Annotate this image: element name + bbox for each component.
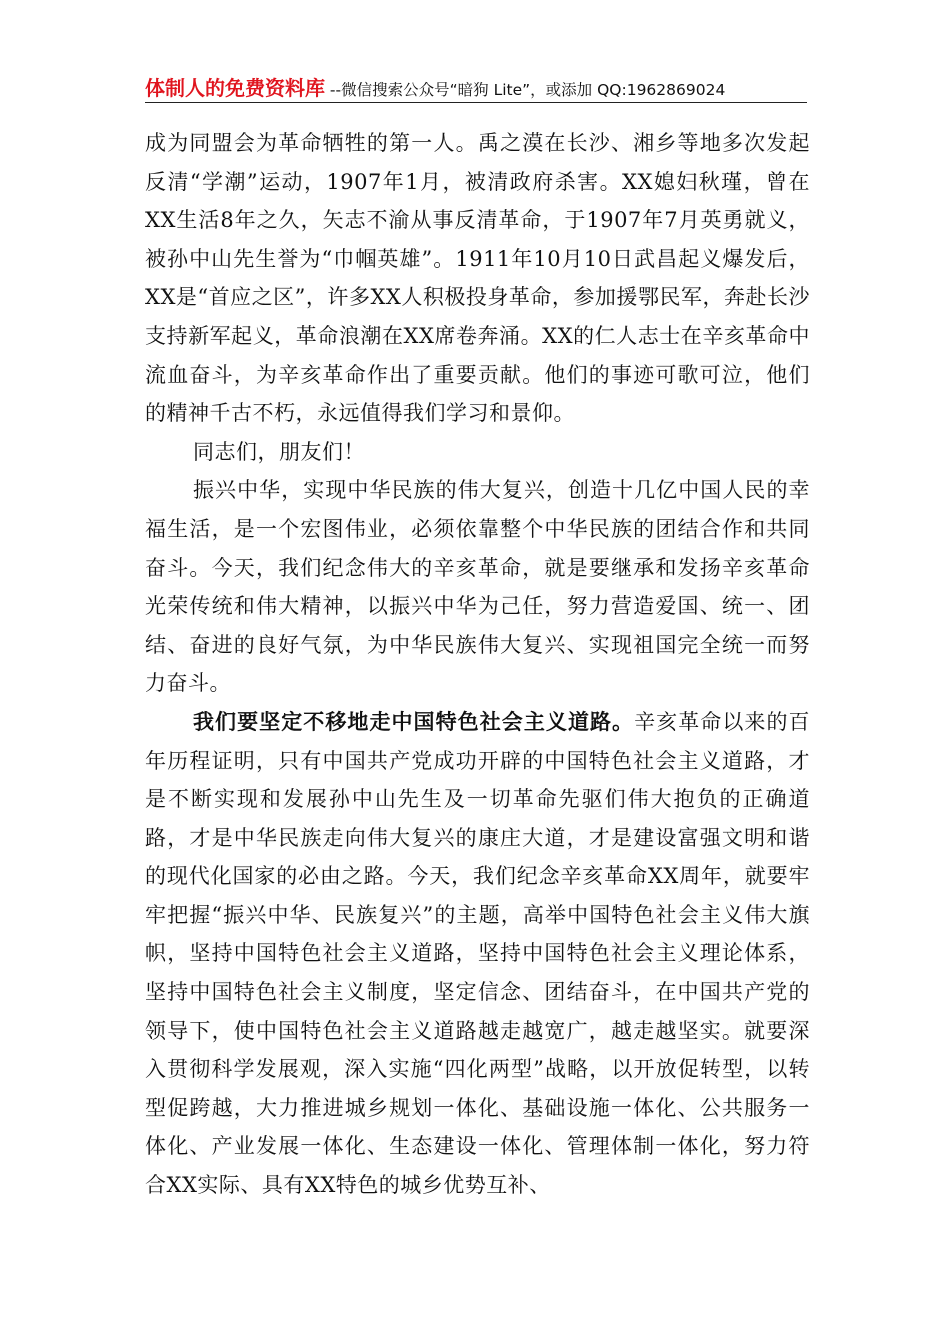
header-brand: 体制人的免费资料库 (145, 76, 325, 100)
document-body (145, 124, 810, 1205)
paragraph-lead-bold: 我们要坚定不移地走中国特色社会主义道路。 (193, 708, 635, 734)
paragraph-text: 成为同盟会为革命牺牲的第一人。禹之漠在长沙、湘乡等地多次发起反清“学潮”运动，1907年1月，被清政府杀害。XX媳妇秋瑾，曾在XX生活8年之久，矢志不渝从事反清革命，于1907年7月英勇就义，被孙中山先生誉为“巾帼英雄”。1911年10月10日武昌起义爆发后，XX是“首应之区”，许多XX人积极投身革命，参加援鄂民军，奔赴长沙支持新军起义，革命浪潮在XX席卷奔涌。XX的仁人志士在辛亥革命中流血奋斗，为辛亥革命作出了重要贡献。他们的事迹可歌可泣，他们的精神千古不朽，永远值得我们学习和景仰。 (145, 131, 810, 426)
paragraph-rejuvenation (145, 471, 810, 703)
page-header (145, 72, 807, 103)
paragraph-text: 辛亥革命以来的百年历程证明，只有中国共产党成功开辟的中国特色社会主义道路，才是不断实现和发展孙中山先生及一切革命先驱们伟大抱负的正确道路，才是中华民族走向伟大复兴的康庄大道，才是建设富强文明和谐的现代化国家的必由之路。今天，我们纪念辛亥革命XX周年，就要牢牢把握“振兴中华、民族复兴”的主题，高举中国特色社会主义伟大旗帜，坚持中国特色社会主义道路，坚持中国特色社会主义理论体系，坚持中国特色社会主义制度，坚定信念、团结奋斗，在中国共产党的领导下，使中国特色社会主义道路越走越宽广，越走越坚实。就要深入贯彻科学发展观，深入实施“四化两型”战略，以开放促转型，以转型促跨越，大力推进城乡规划一体化、基础设施一体化、公共服务一体化、产业发展一体化、生态建设一体化、管理体制一体化，努力符合XX实际、具有XX特色的城乡优势互补、 (145, 709, 810, 1198)
paragraph-salutation (145, 433, 810, 472)
paragraph-text: 同志们，朋友们！ (193, 439, 365, 464)
paragraph-continuation (145, 124, 810, 433)
paragraph-text: 振兴中华，实现中华民族的伟大复兴，创造十几亿中国人民的幸福生活，是一个宏图伟业，必须依靠整个中华民族的团结合作和共同奋斗。今天，我们纪念伟大的辛亥革命，就是要继承和发扬辛亥革命光荣传统和伟大精神，以振兴中华为己任，努力营造爱国、统一、团结、奋进的良好气氛，为中华民族伟大复兴、实现祖国完全统一而努力奋斗。 (145, 478, 810, 696)
header-note: --微信搜索公众号“暗狗 Lite”，或添加 QQ:1962869024 (325, 81, 726, 99)
paragraph-socialism-road (145, 703, 810, 1205)
